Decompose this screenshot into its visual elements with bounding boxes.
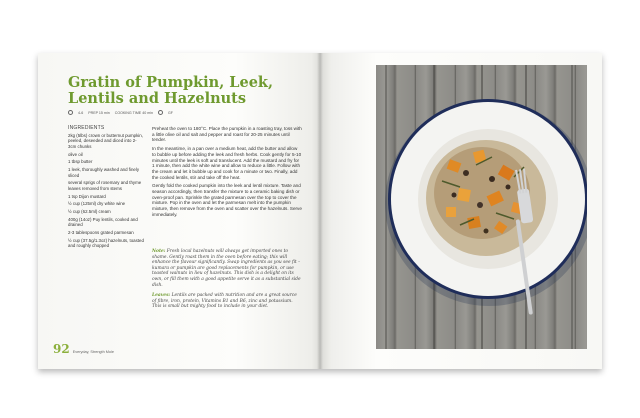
book-gutter xyxy=(317,53,323,369)
method-step: Gently fold the cooked pumpkin into the leek and lentil mixture. Taste and season accordingly, then transfer the mixture to a ceramic baking dish or oven-proof pan. Sprinkle the grated parmesan over the top to cover the mixture. Pop in the oven and let the parmesan melt into the pumpkin mixture, then remove from the oven and scatter over the hazelnuts. Serve immediately. xyxy=(152,183,302,217)
ingredient-item: 1 tsp Dijon mustard xyxy=(68,193,106,199)
ingredients-list xyxy=(68,126,144,251)
note-label: Note: xyxy=(152,249,166,254)
meta-gf: GF xyxy=(168,110,173,115)
note-label: Leaves: xyxy=(152,293,171,299)
left-page xyxy=(38,53,320,369)
method-step: Preheat the oven to 180°C. Place the pumpkin in a roasting tray, toss with a little olive oil and salt and pepper and roast for 20-25 minutes until tender. xyxy=(152,126,302,143)
page-number: 92 xyxy=(53,342,70,356)
ingredient-item: ½ cup (62.5ml) cream xyxy=(68,209,111,215)
ingredient-item: 1 leek, thoroughly washed and finely sliced xyxy=(68,167,140,178)
note-paragraph xyxy=(152,249,302,288)
recipe-photo xyxy=(376,65,587,349)
ingredient-item: ½ cup (37.5g/1.3oz) hazelnuts, toasted and roughly chopped xyxy=(68,237,144,249)
ingredients-heading: INGREDIENTS xyxy=(68,125,105,131)
meta-cook: COOKING TIME 40 min xyxy=(114,110,153,115)
note-paragraph xyxy=(152,293,302,310)
meta-prep: PREP 15 min xyxy=(88,110,110,115)
footer-text: Everyday, Strength Mole xyxy=(72,350,114,354)
ingredient-item: 2kg (5lbs) crown or butternut pumpkin, peeled, deseeded and diced into 2-3cm chunks xyxy=(68,132,143,149)
ingredient-item: several sprigs of rosemary and thyme leaves removed from stems xyxy=(68,180,142,191)
method-text xyxy=(152,126,302,221)
note-text: Lentils are packed with nutrition and are a great source of fibre, iron, protein, Vitamins B1 and B6, zinc and potassium. This is small but mighty food to include in your diet. xyxy=(152,293,297,310)
ingredient-item: 1 tbsp butter xyxy=(68,159,93,165)
recipe-meta xyxy=(68,110,173,115)
ingredient-item: 400g (14oz) Puy lentils, cooked and drained xyxy=(68,216,138,228)
page-footer xyxy=(53,342,114,356)
serves-icon xyxy=(68,110,73,115)
method-step: In the meantime, in a pan over a medium heat, add the butter and allow to bubble up before adding the leek and fresh herbs. Cook gently for 5-10 minutes until the leek is soft and translucent. Add the mustard and fry for 1 minute, then add the white wine and allow to reduce a little. Follow with the cream and let it bubble up and cook for a minute or two. Finally, add the cooked lentils, stir and take off the heat. xyxy=(152,146,302,180)
ingredient-item: 2-3 tablespoons grated parmesan xyxy=(68,230,134,236)
gluten-free-icon xyxy=(158,110,163,115)
plate-illustration xyxy=(376,65,587,349)
note-text: Fresh local hazelnuts will always get imported ones to shame. Gently roast them in the oven before eating; this will enhance the flavour significantly. Swap ingredients as you see fit – kumara or pumpkin are good replacements for pumpkin, or use toasted walnuts in lieu of hazelnuts. This dish is a delight on its own, or fill them with a good appetite serve it as a substantial side dish. xyxy=(152,249,301,288)
recipe-title: Gratin of Pumpkin, Leek, Lentils and Hazelnuts xyxy=(68,74,274,107)
ingredient-item: olive oil xyxy=(68,151,83,157)
meta-serves: 4-6 xyxy=(78,110,84,115)
ingredient-item: ½ cup (125ml) dry white wine xyxy=(68,201,126,207)
recipe-notes xyxy=(152,249,302,315)
